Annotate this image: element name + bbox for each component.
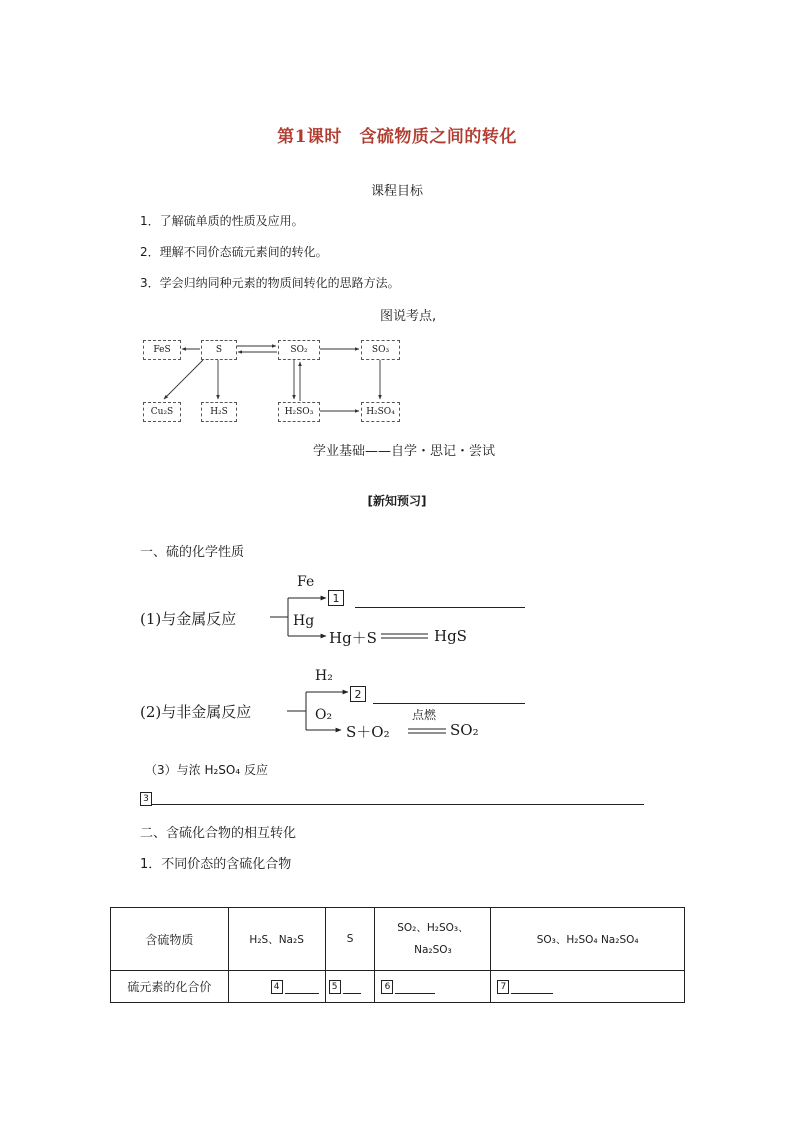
table-head-substance: 含硫物质 (111, 908, 229, 971)
blank-number-5: 5 (329, 980, 341, 994)
section1-heading: 一、硫的化学性质 (140, 545, 245, 560)
objective-item: 2．理解不同价态硫元素间的转化。 (140, 245, 328, 259)
answer-blank-5[interactable] (343, 981, 361, 994)
r1-equation-left: Hg＋S (329, 629, 377, 647)
r2-o2: O₂ (315, 707, 333, 723)
blank-number-7: 7 (497, 980, 509, 994)
answer-blank-4[interactable] (285, 981, 319, 994)
node-cu2s: Cu₂S (143, 402, 181, 422)
table-cell: H₂S、Na₂S (228, 908, 325, 971)
node-h2so4: H₂SO₄ (361, 402, 400, 422)
r1-hg: Hg (293, 613, 315, 629)
blank-number-4: 4 (271, 980, 283, 994)
blank-number-3: 3 (140, 792, 152, 806)
node-so3: SO₃ (361, 340, 400, 360)
table-cell: S (325, 908, 375, 971)
table-head-valence: 硫元素的化合价 (111, 971, 229, 1003)
blank-number-6: 6 (381, 980, 393, 994)
node-fes: FeS (143, 340, 181, 360)
answer-blank-6[interactable] (395, 981, 435, 994)
r3-label: （3）与浓 H₂SO₄ 反应 (145, 763, 268, 777)
valence-table (110, 907, 685, 1003)
r1-fe: Fe (297, 574, 315, 590)
page-title: 第1课时 含硫物质之间的转化 (277, 127, 517, 147)
diagram-heading: 图说考点, (380, 309, 437, 324)
foundation-heading: 学业基础——自学・思记・尝试 (313, 444, 496, 459)
objective-item: 3．学会归纳同种元素的物质间转化的思路方法。 (140, 276, 400, 290)
objective-item: 1．了解硫单质的性质及应用。 (140, 214, 304, 228)
r2-equation-right: SO₂ (450, 721, 479, 739)
answer-blank-3[interactable] (152, 804, 644, 805)
table-row (111, 971, 685, 1003)
node-so2: SO₂ (278, 340, 320, 360)
preview-tag: [新知预习] (367, 494, 427, 508)
r2-h2: H₂ (315, 668, 333, 684)
r2-equation-left: S＋O₂ (346, 723, 390, 741)
r1-equation-right: HgS (434, 627, 467, 645)
blank-number-2: 2 (350, 686, 366, 702)
objectives-heading: 课程目标 (370, 184, 423, 199)
table-cell-blank[interactable] (491, 971, 685, 1003)
r1-label: (1)与金属反应 (140, 610, 237, 628)
node-h2so3: H₂SO₃ (278, 402, 320, 422)
r2-label: (2)与非金属反应 (140, 703, 252, 721)
node-s: S (201, 340, 237, 360)
table-cell: SO₂、H₂SO₃、Na₂SO₃ (375, 908, 491, 971)
table-cell: SO₃、H₂SO₄ Na₂SO₄ (491, 908, 685, 971)
table-row (111, 908, 685, 971)
answer-blank-7[interactable] (511, 981, 553, 994)
section2-heading: 二、含硫化合物的相互转化 (140, 826, 297, 841)
table-cell-blank[interactable] (325, 971, 375, 1003)
r2-condition: 点燃 (412, 708, 437, 722)
node-h2s: H₂S (201, 402, 237, 422)
table-cell-blank[interactable] (375, 971, 491, 1003)
table-cell-blank[interactable] (228, 971, 325, 1003)
blank-number-1: 1 (328, 590, 344, 606)
section2-sub1: 1．不同价态的含硫化合物 (140, 857, 292, 872)
